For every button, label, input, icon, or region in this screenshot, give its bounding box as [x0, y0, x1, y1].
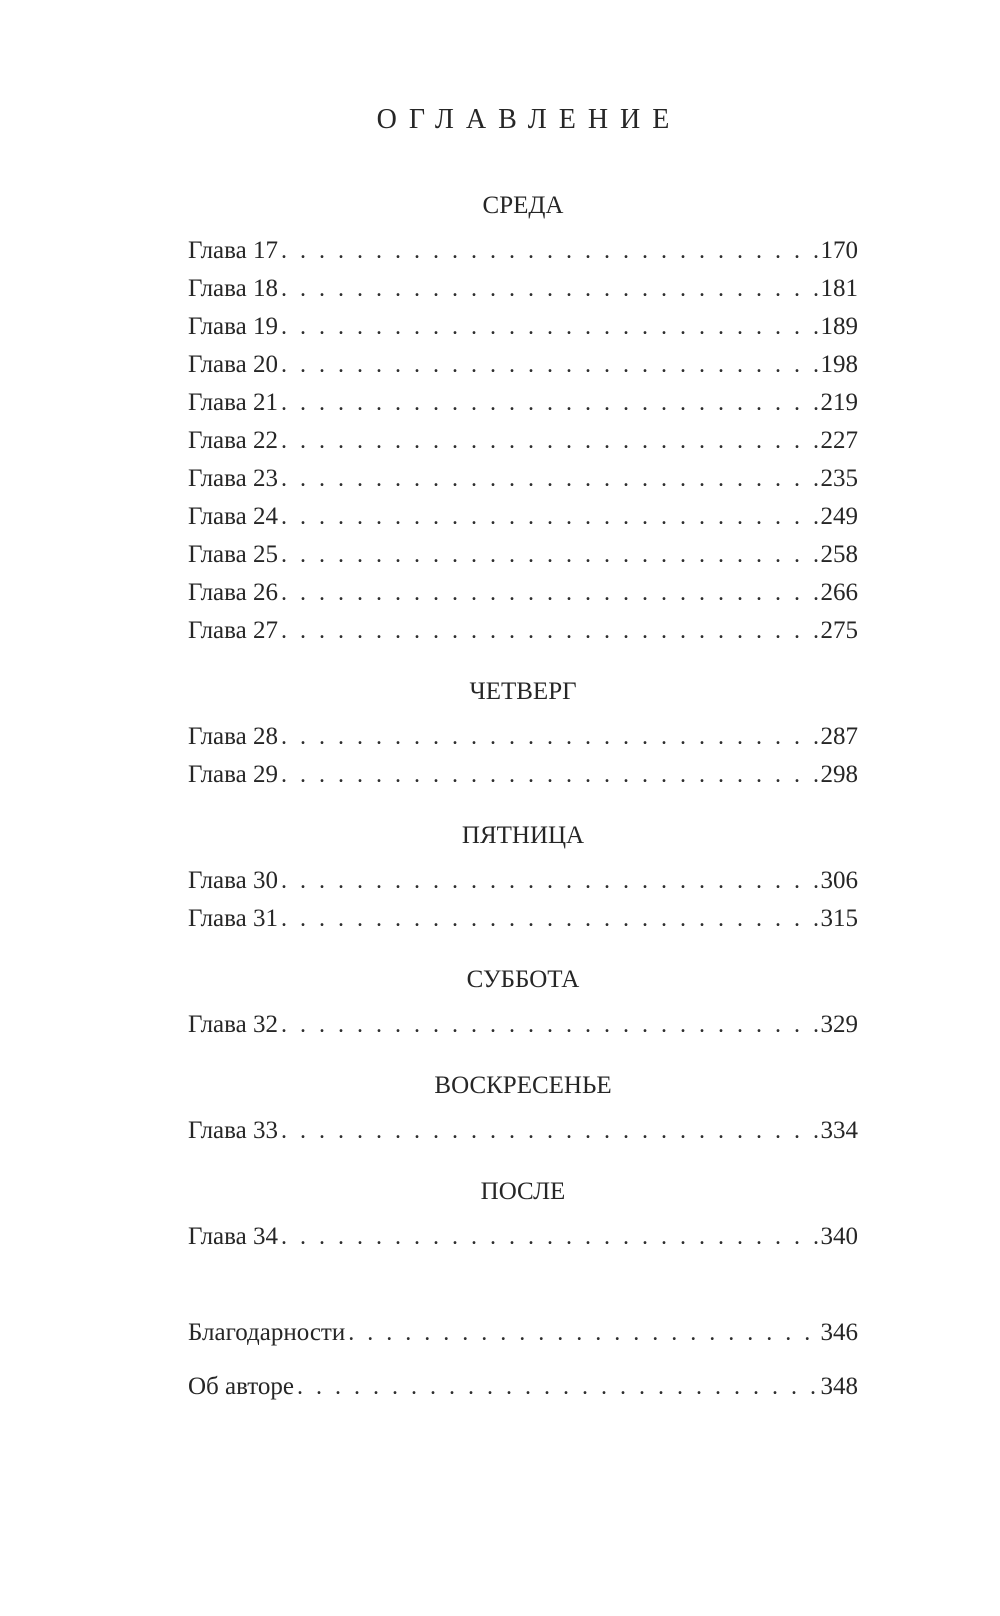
toc-entry-label: Глава 28	[188, 723, 278, 750]
toc-entry-page: 306	[820, 867, 858, 894]
toc-entry	[188, 270, 858, 308]
dot-leader	[281, 460, 819, 498]
dot-leader	[281, 756, 819, 794]
toc-section	[188, 674, 858, 794]
dot-leader	[281, 612, 819, 650]
dot-leader	[281, 498, 819, 536]
section-heading: СУББОТА	[466, 966, 580, 993]
section-entries	[188, 1112, 858, 1150]
toc-entry-label: Глава 20	[188, 351, 278, 378]
toc-entry-page: 189	[820, 313, 858, 340]
toc-entry-label: Глава 23	[188, 465, 278, 492]
toc-entry-page: 329	[820, 1011, 858, 1038]
toc-entry	[188, 498, 858, 536]
toc-entry	[188, 718, 858, 756]
toc-entry-page: 198	[820, 351, 858, 378]
toc-entry	[188, 1368, 858, 1406]
toc-entry-page: 348	[820, 1373, 858, 1400]
toc-entry	[188, 422, 858, 460]
section-entries	[188, 232, 858, 650]
toc-entry-label: Глава 22	[188, 427, 278, 454]
toc-entry-label: Глава 30	[188, 867, 278, 894]
dot-leader	[281, 308, 819, 346]
toc-entry-page: 334	[820, 1117, 858, 1144]
dot-leader	[281, 270, 819, 308]
dot-leader	[281, 1218, 819, 1256]
toc-entry-page: 170	[820, 237, 858, 264]
toc-entry-label: Глава 33	[188, 1117, 278, 1144]
toc-entry-label: Глава 34	[188, 1223, 278, 1250]
toc-section	[188, 1068, 858, 1150]
section-entries	[188, 718, 858, 794]
toc-entry-page: 346	[820, 1319, 858, 1346]
dot-leader	[281, 1112, 819, 1150]
toc-entry-label: Глава 25	[188, 541, 278, 568]
toc-entry	[188, 232, 858, 270]
toc-entry-label: Об авторе	[188, 1373, 294, 1400]
toc-sections	[188, 188, 858, 1256]
toc-entry-page: 181	[820, 275, 858, 302]
toc-entry	[188, 1218, 858, 1256]
dot-leader	[281, 422, 819, 460]
toc-entry-label: Глава 18	[188, 275, 278, 302]
toc-entry	[188, 1006, 858, 1044]
section-entries	[188, 862, 858, 938]
toc-entry-label: Глава 19	[188, 313, 278, 340]
toc-entry-page: 266	[820, 579, 858, 606]
toc-section	[188, 818, 858, 938]
section-heading: ПЯТНИЦА	[461, 822, 585, 849]
toc-entry	[188, 1314, 858, 1352]
page-title: ОГЛАВЛЕНИЕ	[376, 104, 682, 135]
toc-entry-page: 219	[820, 389, 858, 416]
section-heading: ЧЕТВЕРГ	[469, 678, 577, 705]
dot-leader	[281, 900, 819, 938]
toc-section	[188, 1174, 858, 1256]
toc-entry	[188, 574, 858, 612]
toc-entry-page: 249	[820, 503, 858, 530]
toc-entry	[188, 384, 858, 422]
toc-entry-page: 235	[820, 465, 858, 492]
toc-entry	[188, 308, 858, 346]
section-entries	[188, 1218, 858, 1256]
toc-entry-label: Глава 31	[188, 905, 278, 932]
toc-entry-page: 287	[820, 723, 858, 750]
toc-entry	[188, 612, 858, 650]
toc-section	[188, 962, 858, 1044]
toc-entry-page: 227	[820, 427, 858, 454]
dot-leader	[297, 1368, 819, 1406]
toc-entry-label: Глава 17	[188, 237, 278, 264]
toc-entry-page: 298	[820, 761, 858, 788]
toc-entry	[188, 460, 858, 498]
section-heading: ПОСЛЕ	[480, 1178, 566, 1205]
toc-entry-label: Глава 27	[188, 617, 278, 644]
dot-leader	[348, 1314, 818, 1352]
toc-entry-label: Глава 24	[188, 503, 278, 530]
toc-entry	[188, 862, 858, 900]
toc-entry	[188, 756, 858, 794]
dot-leader	[281, 232, 819, 270]
toc-entry	[188, 1112, 858, 1150]
dot-leader	[281, 718, 819, 756]
toc-entry-page: 275	[820, 617, 858, 644]
dot-leader	[281, 384, 819, 422]
toc-entry-label: Глава 26	[188, 579, 278, 606]
toc-entry	[188, 900, 858, 938]
section-heading: СРЕДА	[482, 192, 564, 219]
dot-leader	[281, 536, 819, 574]
dot-leader	[281, 1006, 819, 1044]
dot-leader	[281, 574, 819, 612]
dot-leader	[281, 862, 819, 900]
toc-entry-page: 340	[820, 1223, 858, 1250]
toc-entry-label: Глава 21	[188, 389, 278, 416]
toc-entry	[188, 536, 858, 574]
toc-entry-label: Благодарности	[188, 1319, 346, 1346]
toc-entry-page: 258	[820, 541, 858, 568]
toc-section	[188, 188, 858, 650]
toc-entry-page: 315	[820, 905, 858, 932]
toc-back-matter	[188, 1314, 858, 1406]
section-heading: ВОСКРЕСЕНЬЕ	[434, 1072, 612, 1099]
section-entries	[188, 1006, 858, 1044]
toc-entry	[188, 346, 858, 384]
toc-entry-label: Глава 32	[188, 1011, 278, 1038]
toc-entry-label: Глава 29	[188, 761, 278, 788]
dot-leader	[281, 346, 819, 384]
